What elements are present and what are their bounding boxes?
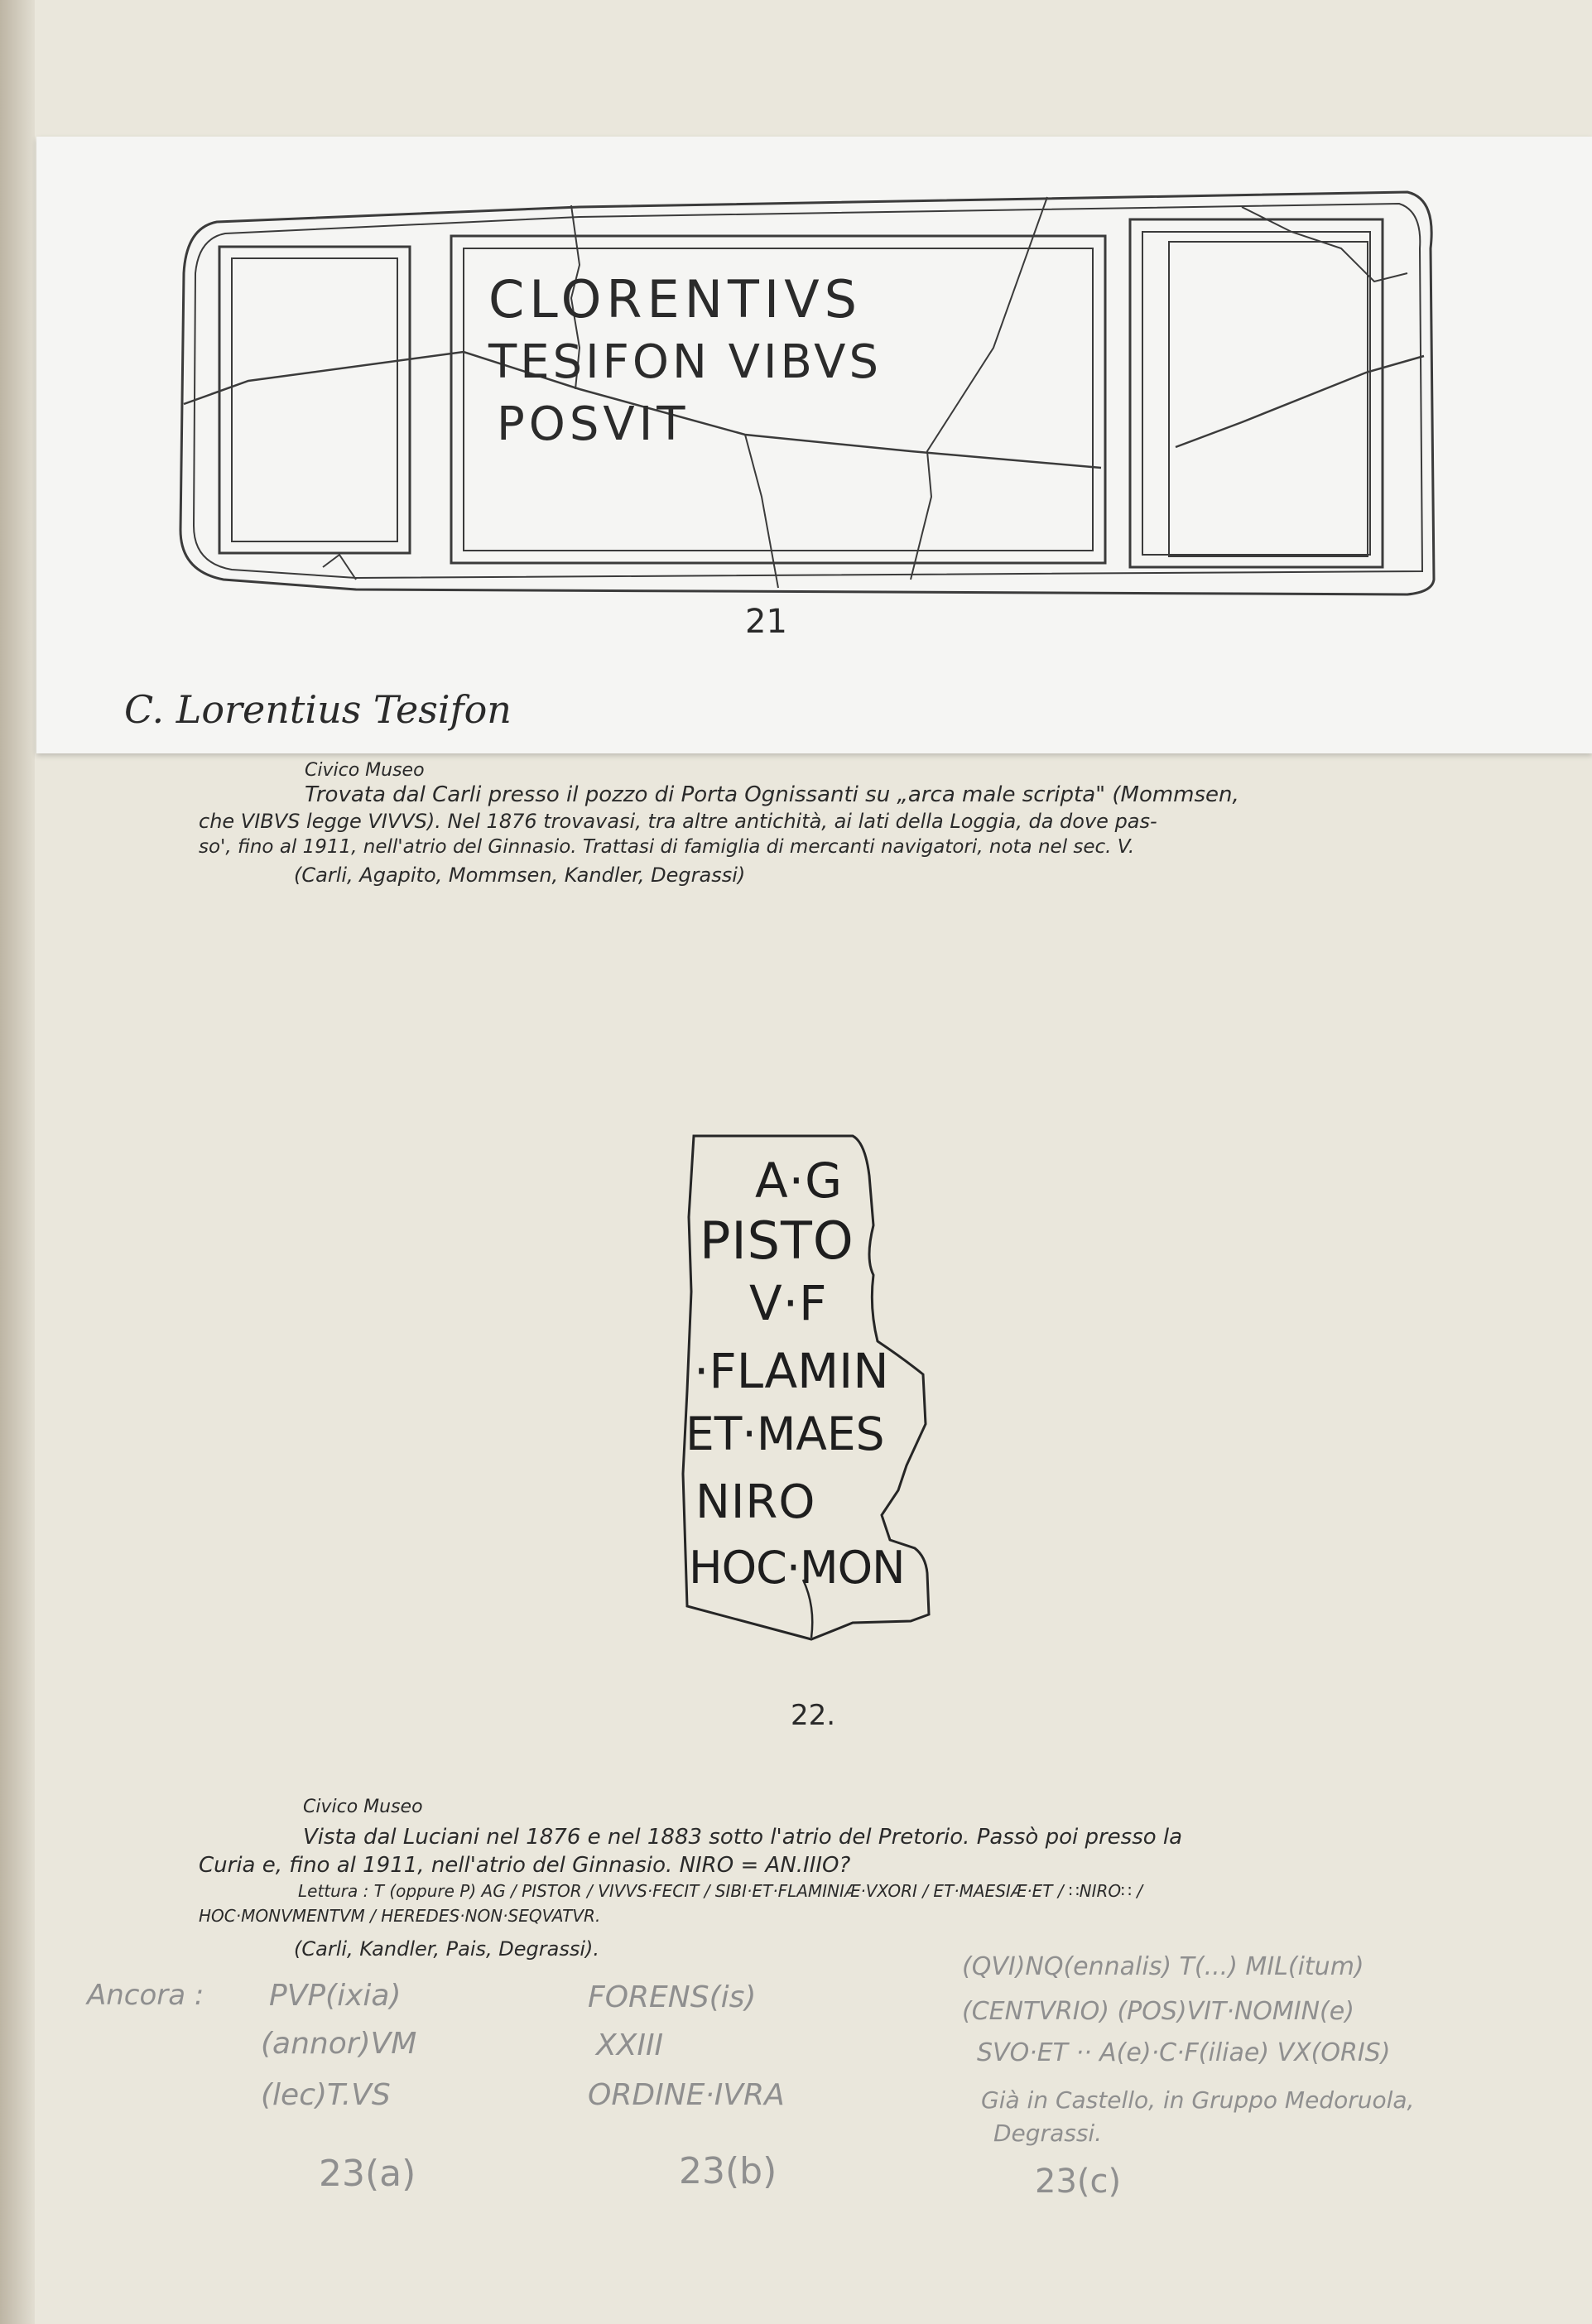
pencil-23a-line-2: (annor)VM xyxy=(261,2027,417,2061)
pencil-23c-line-5: Degrassi. xyxy=(993,2120,1103,2147)
inscription-21-line-2: TESIFON VIBVS xyxy=(488,335,883,389)
notes-22-line-3: Lettura : T (oppure P) AG / PISTOR / VIVVS·FECIT / SIBI·ET·FLAMINIÆ·VXORI / ET·MAESIÆ·ET / ∷NIRO∷ / xyxy=(298,1881,1142,1901)
drawing-number-21: 21 xyxy=(745,603,787,641)
pencil-23b-number: 23(b) xyxy=(679,2150,777,2192)
pencil-23a-line-3: (lec)T.VS xyxy=(261,2078,391,2112)
notes-22-heading: Civico Museo xyxy=(303,1797,423,1817)
drawing-number-22: 22. xyxy=(791,1699,836,1732)
inscription-22-line-7: HOC·MON xyxy=(689,1542,905,1594)
notes-22-line-4: HOC·MONVMENTVM / HEREDES·NON·SEQVATVR. xyxy=(199,1906,601,1926)
notes-21-line-1: Trovata dal Carli presso il pozzo di Porta Ognissanti su „arca male scripta" (Mommsen, xyxy=(305,782,1239,807)
pencil-23c-number: 23(c) xyxy=(1035,2163,1122,2201)
pencil-23c-line-4: Già in Castello, in Gruppo Medoruola, xyxy=(981,2086,1415,2114)
inscription-22-line-1: A·G xyxy=(755,1152,844,1209)
notes-22-line-1: Vista dal Luciani nel 1876 e nel 1883 sotto l'atrio del Pretorio. Passò poi presso la xyxy=(303,1825,1183,1850)
pencil-ancora-label: Ancora : xyxy=(87,1979,204,2012)
pencil-23c-line-1: (QVI)NQ(ennalis) T(...) MIL(itum) xyxy=(962,1952,1364,1981)
inscription-22-line-4: ·FLAMIN xyxy=(694,1343,889,1399)
pencil-23a-line-1: PVP(ixia) xyxy=(269,1979,402,2013)
inscription-22-line-3: V·F xyxy=(749,1275,828,1331)
pencil-23b-line-2: XXIII xyxy=(596,2028,664,2062)
notes-22-line-2: Curia e, fino al 1911, nell'atrio del Ginnasio. NIRO = AN.IIIO? xyxy=(199,1853,851,1878)
inscription-22-line-5: ET·MAES xyxy=(685,1407,885,1460)
notes-21-line-2: che VIBVS legge VIVVS). Nel 1876 trovavasi, tra altre antichità, ai lati della Loggia, da dove pas- xyxy=(199,810,1157,833)
inscription-21-line-3: POSVIT xyxy=(497,397,690,451)
name-note-21: C. Lorentius Tesifon xyxy=(124,687,512,732)
notes-21-heading: Civico Museo xyxy=(305,760,425,781)
notes-22-references: (Carli, Kandler, Pais, Degrassi). xyxy=(294,1937,600,1961)
pencil-23b-line-1: FORENS(is) xyxy=(588,1980,757,2014)
pencil-23a-number: 23(a) xyxy=(319,2153,416,2195)
notes-21-line-3: so', fino al 1911, nell'atrio del Ginnasio. Trattasi di famiglia di mercanti navigatori, nota nel sec. V. xyxy=(199,836,1135,858)
inscription-22-line-2: PISTO xyxy=(700,1210,854,1271)
pencil-23b-line-3: ORDINE·IVRA xyxy=(588,2078,785,2112)
pencil-23c-line-2: (CENTVRIO) (POS)VIT·NOMIN(e) xyxy=(962,1997,1354,2026)
notes-21-references: (Carli, Agapito, Mommsen, Kandler, Degrassi) xyxy=(294,864,746,887)
pencil-23c-line-3: SVO·ET ·· A(e)·C·F(iliae) VX(ORIS) xyxy=(977,2038,1391,2067)
inscription-21-line-1: CLORENTIVS xyxy=(488,269,862,330)
inscription-22-line-6: NIRO xyxy=(695,1475,816,1529)
